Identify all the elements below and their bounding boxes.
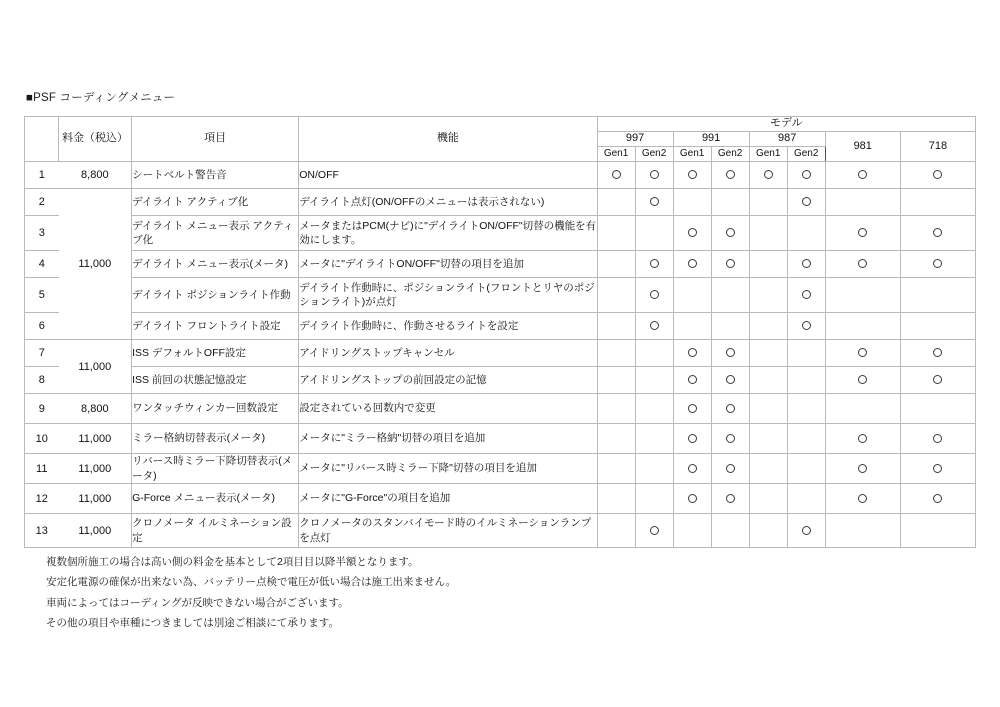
mark-cell-981 bbox=[825, 454, 900, 484]
circle-mark-icon bbox=[858, 464, 867, 473]
row-item-name: ISS 前回の状態記憶設定 bbox=[132, 367, 299, 394]
row-item-name: クロノメータ イルミネーション設定 bbox=[132, 514, 299, 548]
row-item-name: デイライト メニュー表示(メータ) bbox=[132, 251, 299, 278]
header-cell-987-gen1: Gen1 bbox=[749, 147, 787, 162]
circle-mark-icon bbox=[688, 404, 697, 413]
mark-cell-997-gen2 bbox=[635, 340, 673, 367]
mark-cell-991-gen2 bbox=[711, 313, 749, 340]
row-function-description: クロノメータのスタンバイモード時のイルミネーションランプを点灯 bbox=[299, 514, 597, 548]
mark-cell-987-gen2 bbox=[787, 454, 825, 484]
row-number: 12 bbox=[25, 484, 59, 514]
circle-mark-icon bbox=[933, 375, 942, 384]
row-number: 3 bbox=[25, 216, 59, 251]
mark-cell-987-gen2 bbox=[787, 514, 825, 548]
row-item-name: デイライト フロントライト設定 bbox=[132, 313, 299, 340]
mark-cell-991-gen2 bbox=[711, 394, 749, 424]
mark-cell-981 bbox=[825, 216, 900, 251]
circle-mark-icon bbox=[726, 434, 735, 443]
circle-mark-icon bbox=[802, 197, 811, 206]
mark-cell-987-gen2 bbox=[787, 313, 825, 340]
circle-mark-icon bbox=[726, 404, 735, 413]
row-item-name: ミラー格納切替表示(メータ) bbox=[132, 424, 299, 454]
mark-cell-997-gen2 bbox=[635, 514, 673, 548]
table-row bbox=[25, 251, 976, 278]
header-cell-model-981: 981 bbox=[825, 132, 900, 162]
mark-cell-981 bbox=[825, 313, 900, 340]
mark-cell-991-gen2 bbox=[711, 454, 749, 484]
row-item-name: デイライト ポジションライト作動 bbox=[132, 278, 299, 313]
row-function-description: アイドリングストップの前回設定の記憶 bbox=[299, 367, 597, 394]
mark-cell-981 bbox=[825, 514, 900, 548]
mark-cell-981 bbox=[825, 484, 900, 514]
mark-cell-997-gen2 bbox=[635, 367, 673, 394]
table-row bbox=[25, 216, 976, 251]
circle-mark-icon bbox=[726, 348, 735, 357]
circle-mark-icon bbox=[688, 375, 697, 384]
mark-cell-987-gen1 bbox=[749, 313, 787, 340]
mark-cell-987-gen1 bbox=[749, 162, 787, 189]
circle-mark-icon bbox=[858, 228, 867, 237]
mark-cell-987-gen1 bbox=[749, 394, 787, 424]
row-function-description: デイライト点灯(ON/OFFのメニューは表示されない) bbox=[299, 189, 597, 216]
row-function-description: デイライト作動時に、作動させるライトを設定 bbox=[299, 313, 597, 340]
circle-mark-icon bbox=[858, 375, 867, 384]
circle-mark-icon bbox=[612, 170, 621, 179]
row-number: 1 bbox=[25, 162, 59, 189]
mark-cell-718 bbox=[900, 340, 975, 367]
table-row bbox=[25, 484, 976, 514]
footer-note: 車両によってはコーディングが反映できない場合がございます。 bbox=[46, 596, 349, 609]
circle-mark-icon bbox=[802, 259, 811, 268]
header-cell-function: 機能 bbox=[299, 117, 597, 162]
circle-mark-icon bbox=[933, 434, 942, 443]
mark-cell-718 bbox=[900, 454, 975, 484]
row-number: 7 bbox=[25, 340, 59, 367]
mark-cell-991-gen1 bbox=[673, 313, 711, 340]
row-number: 13 bbox=[25, 514, 59, 548]
circle-mark-icon bbox=[650, 526, 659, 535]
table-row bbox=[25, 394, 976, 424]
row-number: 6 bbox=[25, 313, 59, 340]
mark-cell-997-gen1 bbox=[597, 394, 635, 424]
header-row-top bbox=[25, 117, 976, 132]
circle-mark-icon bbox=[858, 434, 867, 443]
row-number: 10 bbox=[25, 424, 59, 454]
mark-cell-981 bbox=[825, 367, 900, 394]
header-cell-item: 項目 bbox=[132, 117, 299, 162]
circle-mark-icon bbox=[933, 259, 942, 268]
mark-cell-718 bbox=[900, 216, 975, 251]
mark-cell-991-gen1 bbox=[673, 454, 711, 484]
mark-cell-997-gen1 bbox=[597, 278, 635, 313]
table-row bbox=[25, 162, 976, 189]
mark-cell-997-gen2 bbox=[635, 216, 673, 251]
footer-notes bbox=[46, 552, 456, 634]
row-fee: 8,800 bbox=[59, 394, 132, 424]
mark-cell-987-gen2 bbox=[787, 340, 825, 367]
mark-cell-991-gen1 bbox=[673, 394, 711, 424]
circle-mark-icon bbox=[933, 464, 942, 473]
row-fee: 11,000 bbox=[59, 514, 132, 548]
mark-cell-997-gen1 bbox=[597, 424, 635, 454]
header-cell-no bbox=[25, 117, 59, 162]
mark-cell-718 bbox=[900, 313, 975, 340]
row-function-description: メータに"G-Force"の項目を追加 bbox=[299, 484, 597, 514]
mark-cell-997-gen1 bbox=[597, 162, 635, 189]
mark-cell-991-gen1 bbox=[673, 162, 711, 189]
mark-cell-991-gen2 bbox=[711, 216, 749, 251]
circle-mark-icon bbox=[650, 259, 659, 268]
row-fee: 11,000 bbox=[59, 424, 132, 454]
circle-mark-icon bbox=[688, 348, 697, 357]
row-item-name: シートベルト警告音 bbox=[132, 162, 299, 189]
mark-cell-997-gen1 bbox=[597, 514, 635, 548]
mark-cell-991-gen1 bbox=[673, 514, 711, 548]
circle-mark-icon bbox=[688, 434, 697, 443]
mark-cell-997-gen2 bbox=[635, 484, 673, 514]
row-item-name: G-Force メニュー表示(メータ) bbox=[132, 484, 299, 514]
header-cell-model-991: 991 bbox=[673, 132, 749, 147]
header-cell-model-987: 987 bbox=[749, 132, 825, 147]
circle-mark-icon bbox=[858, 494, 867, 503]
table-row bbox=[25, 424, 976, 454]
row-number: 11 bbox=[25, 454, 59, 484]
row-function-description: メータに"ミラー格納"切替の項目を追加 bbox=[299, 424, 597, 454]
table-row bbox=[25, 514, 976, 548]
row-item-name: デイライト アクティブ化 bbox=[132, 189, 299, 216]
mark-cell-987-gen2 bbox=[787, 484, 825, 514]
footer-note: 複数個所施工の場合は高い側の料金を基本として2項目目以降半額となります。 bbox=[46, 556, 419, 568]
mark-cell-987-gen2 bbox=[787, 216, 825, 251]
circle-mark-icon bbox=[802, 321, 811, 330]
mark-cell-987-gen1 bbox=[749, 340, 787, 367]
mark-cell-991-gen2 bbox=[711, 367, 749, 394]
circle-mark-icon bbox=[858, 170, 867, 179]
mark-cell-991-gen2 bbox=[711, 251, 749, 278]
circle-mark-icon bbox=[726, 375, 735, 384]
coding-menu-table bbox=[24, 116, 976, 548]
circle-mark-icon bbox=[802, 526, 811, 535]
table-header bbox=[25, 117, 976, 162]
mark-cell-997-gen1 bbox=[597, 454, 635, 484]
mark-cell-991-gen1 bbox=[673, 216, 711, 251]
row-item-name: デイライト メニュー表示 アクティブ化 bbox=[132, 216, 299, 251]
header-cell-991-gen2: Gen2 bbox=[711, 147, 749, 162]
mark-cell-718 bbox=[900, 394, 975, 424]
mark-cell-997-gen1 bbox=[597, 484, 635, 514]
mark-cell-718 bbox=[900, 484, 975, 514]
row-number: 2 bbox=[25, 189, 59, 216]
mark-cell-718 bbox=[900, 162, 975, 189]
header-cell-model-997: 997 bbox=[597, 132, 673, 147]
table-row bbox=[25, 278, 976, 313]
mark-cell-987-gen2 bbox=[787, 251, 825, 278]
mark-cell-991-gen1 bbox=[673, 278, 711, 313]
mark-cell-997-gen2 bbox=[635, 424, 673, 454]
row-fee: 11,000 bbox=[59, 340, 132, 394]
mark-cell-997-gen1 bbox=[597, 313, 635, 340]
mark-cell-987-gen1 bbox=[749, 367, 787, 394]
footer-note: その他の項目や車種につきましては別途ご相談にて承ります。 bbox=[46, 617, 339, 630]
mark-cell-991-gen1 bbox=[673, 424, 711, 454]
mark-cell-991-gen2 bbox=[711, 278, 749, 313]
mark-cell-718 bbox=[900, 424, 975, 454]
mark-cell-981 bbox=[825, 340, 900, 367]
mark-cell-981 bbox=[825, 189, 900, 216]
circle-mark-icon bbox=[802, 170, 811, 179]
mark-cell-718 bbox=[900, 514, 975, 548]
circle-mark-icon bbox=[933, 348, 942, 357]
circle-mark-icon bbox=[688, 259, 697, 268]
mark-cell-997-gen2 bbox=[635, 454, 673, 484]
mark-cell-981 bbox=[825, 394, 900, 424]
mark-cell-991-gen2 bbox=[711, 162, 749, 189]
mark-cell-987-gen2 bbox=[787, 367, 825, 394]
mark-cell-991-gen2 bbox=[711, 189, 749, 216]
mark-cell-991-gen1 bbox=[673, 340, 711, 367]
header-cell-fee: 料金（税込） bbox=[59, 117, 132, 162]
mark-cell-981 bbox=[825, 251, 900, 278]
mark-cell-997-gen2 bbox=[635, 313, 673, 340]
mark-cell-987-gen2 bbox=[787, 278, 825, 313]
circle-mark-icon bbox=[650, 321, 659, 330]
header-cell-997-gen2: Gen2 bbox=[635, 147, 673, 162]
circle-mark-icon bbox=[650, 170, 659, 179]
row-fee: 11,000 bbox=[59, 454, 132, 484]
mark-cell-987-gen1 bbox=[749, 189, 787, 216]
header-cell-987-gen2: Gen2 bbox=[787, 147, 825, 162]
circle-mark-icon bbox=[933, 228, 942, 237]
row-number: 4 bbox=[25, 251, 59, 278]
mark-cell-991-gen2 bbox=[711, 514, 749, 548]
table-row bbox=[25, 340, 976, 367]
mark-cell-997-gen2 bbox=[635, 162, 673, 189]
mark-cell-997-gen2 bbox=[635, 251, 673, 278]
mark-cell-997-gen1 bbox=[597, 216, 635, 251]
footer-note: 安定化電源の確保が出来ない為、バッテリー点検で電圧が低い場合は施工出来ません。 bbox=[46, 576, 457, 589]
mark-cell-718 bbox=[900, 278, 975, 313]
row-function-description: メータまたはPCM(ナビ)に"デイライトON/OFF"切替の機能を有効にします。 bbox=[299, 216, 597, 251]
table-row bbox=[25, 189, 976, 216]
circle-mark-icon bbox=[764, 170, 773, 179]
row-fee: 11,000 bbox=[59, 189, 132, 340]
row-function-description: メータに"デイライトON/OFF"切替の項目を追加 bbox=[299, 251, 597, 278]
circle-mark-icon bbox=[650, 197, 659, 206]
mark-cell-718 bbox=[900, 189, 975, 216]
table-row bbox=[25, 454, 976, 484]
circle-mark-icon bbox=[688, 464, 697, 473]
row-number: 9 bbox=[25, 394, 59, 424]
mark-cell-997-gen1 bbox=[597, 340, 635, 367]
header-cell-991-gen1: Gen1 bbox=[673, 147, 711, 162]
mark-cell-981 bbox=[825, 162, 900, 189]
circle-mark-icon bbox=[688, 228, 697, 237]
circle-mark-icon bbox=[688, 494, 697, 503]
mark-cell-987-gen2 bbox=[787, 394, 825, 424]
circle-mark-icon bbox=[726, 494, 735, 503]
mark-cell-718 bbox=[900, 367, 975, 394]
mark-cell-987-gen1 bbox=[749, 484, 787, 514]
coding-menu-table-container bbox=[24, 116, 976, 548]
row-function-description: アイドリングストップキャンセル bbox=[299, 340, 597, 367]
mark-cell-991-gen2 bbox=[711, 340, 749, 367]
mark-cell-991-gen1 bbox=[673, 484, 711, 514]
mark-cell-987-gen1 bbox=[749, 454, 787, 484]
mark-cell-987-gen1 bbox=[749, 424, 787, 454]
row-function-description: メータに"リバース時ミラー下降"切替の項目を追加 bbox=[299, 454, 597, 484]
mark-cell-991-gen1 bbox=[673, 367, 711, 394]
circle-mark-icon bbox=[726, 464, 735, 473]
mark-cell-981 bbox=[825, 278, 900, 313]
circle-mark-icon bbox=[650, 290, 659, 299]
mark-cell-981 bbox=[825, 424, 900, 454]
row-item-name: ISS デフォルトOFF設定 bbox=[132, 340, 299, 367]
row-item-name: ワンタッチウィンカー回数設定 bbox=[132, 394, 299, 424]
mark-cell-718 bbox=[900, 251, 975, 278]
mark-cell-987-gen2 bbox=[787, 189, 825, 216]
mark-cell-987-gen1 bbox=[749, 514, 787, 548]
header-cell-model-718: 718 bbox=[900, 132, 975, 162]
row-function-description: ON/OFF bbox=[299, 162, 597, 189]
mark-cell-997-gen1 bbox=[597, 189, 635, 216]
circle-mark-icon bbox=[726, 259, 735, 268]
page-title: ■PSF コーディングメニュー bbox=[26, 92, 176, 104]
mark-cell-987-gen1 bbox=[749, 216, 787, 251]
table-row bbox=[25, 367, 976, 394]
circle-mark-icon bbox=[726, 228, 735, 237]
row-function-description: デイライト作動時に、ポジションライト(フロントとリヤのポジションライト)が点灯 bbox=[299, 278, 597, 313]
mark-cell-997-gen2 bbox=[635, 394, 673, 424]
mark-cell-997-gen1 bbox=[597, 251, 635, 278]
circle-mark-icon bbox=[726, 170, 735, 179]
row-fee: 11,000 bbox=[59, 484, 132, 514]
circle-mark-icon bbox=[688, 170, 697, 179]
mark-cell-991-gen2 bbox=[711, 424, 749, 454]
mark-cell-997-gen1 bbox=[597, 367, 635, 394]
header-cell-997-gen1: Gen1 bbox=[597, 147, 635, 162]
circle-mark-icon bbox=[802, 290, 811, 299]
row-number: 5 bbox=[25, 278, 59, 313]
circle-mark-icon bbox=[858, 348, 867, 357]
mark-cell-991-gen1 bbox=[673, 251, 711, 278]
header-cell-model-group: モデル bbox=[597, 117, 975, 132]
row-function-description: 設定されている回数内で変更 bbox=[299, 394, 597, 424]
row-item-name: リバース時ミラー下降切替表示(メータ) bbox=[132, 454, 299, 484]
circle-mark-icon bbox=[933, 170, 942, 179]
table-row bbox=[25, 313, 976, 340]
mark-cell-991-gen1 bbox=[673, 189, 711, 216]
mark-cell-987-gen2 bbox=[787, 162, 825, 189]
mark-cell-991-gen2 bbox=[711, 484, 749, 514]
mark-cell-997-gen2 bbox=[635, 278, 673, 313]
mark-cell-987-gen2 bbox=[787, 424, 825, 454]
row-fee: 8,800 bbox=[59, 162, 132, 189]
row-number: 8 bbox=[25, 367, 59, 394]
circle-mark-icon bbox=[858, 259, 867, 268]
mark-cell-997-gen2 bbox=[635, 189, 673, 216]
mark-cell-987-gen1 bbox=[749, 278, 787, 313]
table-body bbox=[25, 162, 976, 548]
mark-cell-987-gen1 bbox=[749, 251, 787, 278]
circle-mark-icon bbox=[933, 494, 942, 503]
